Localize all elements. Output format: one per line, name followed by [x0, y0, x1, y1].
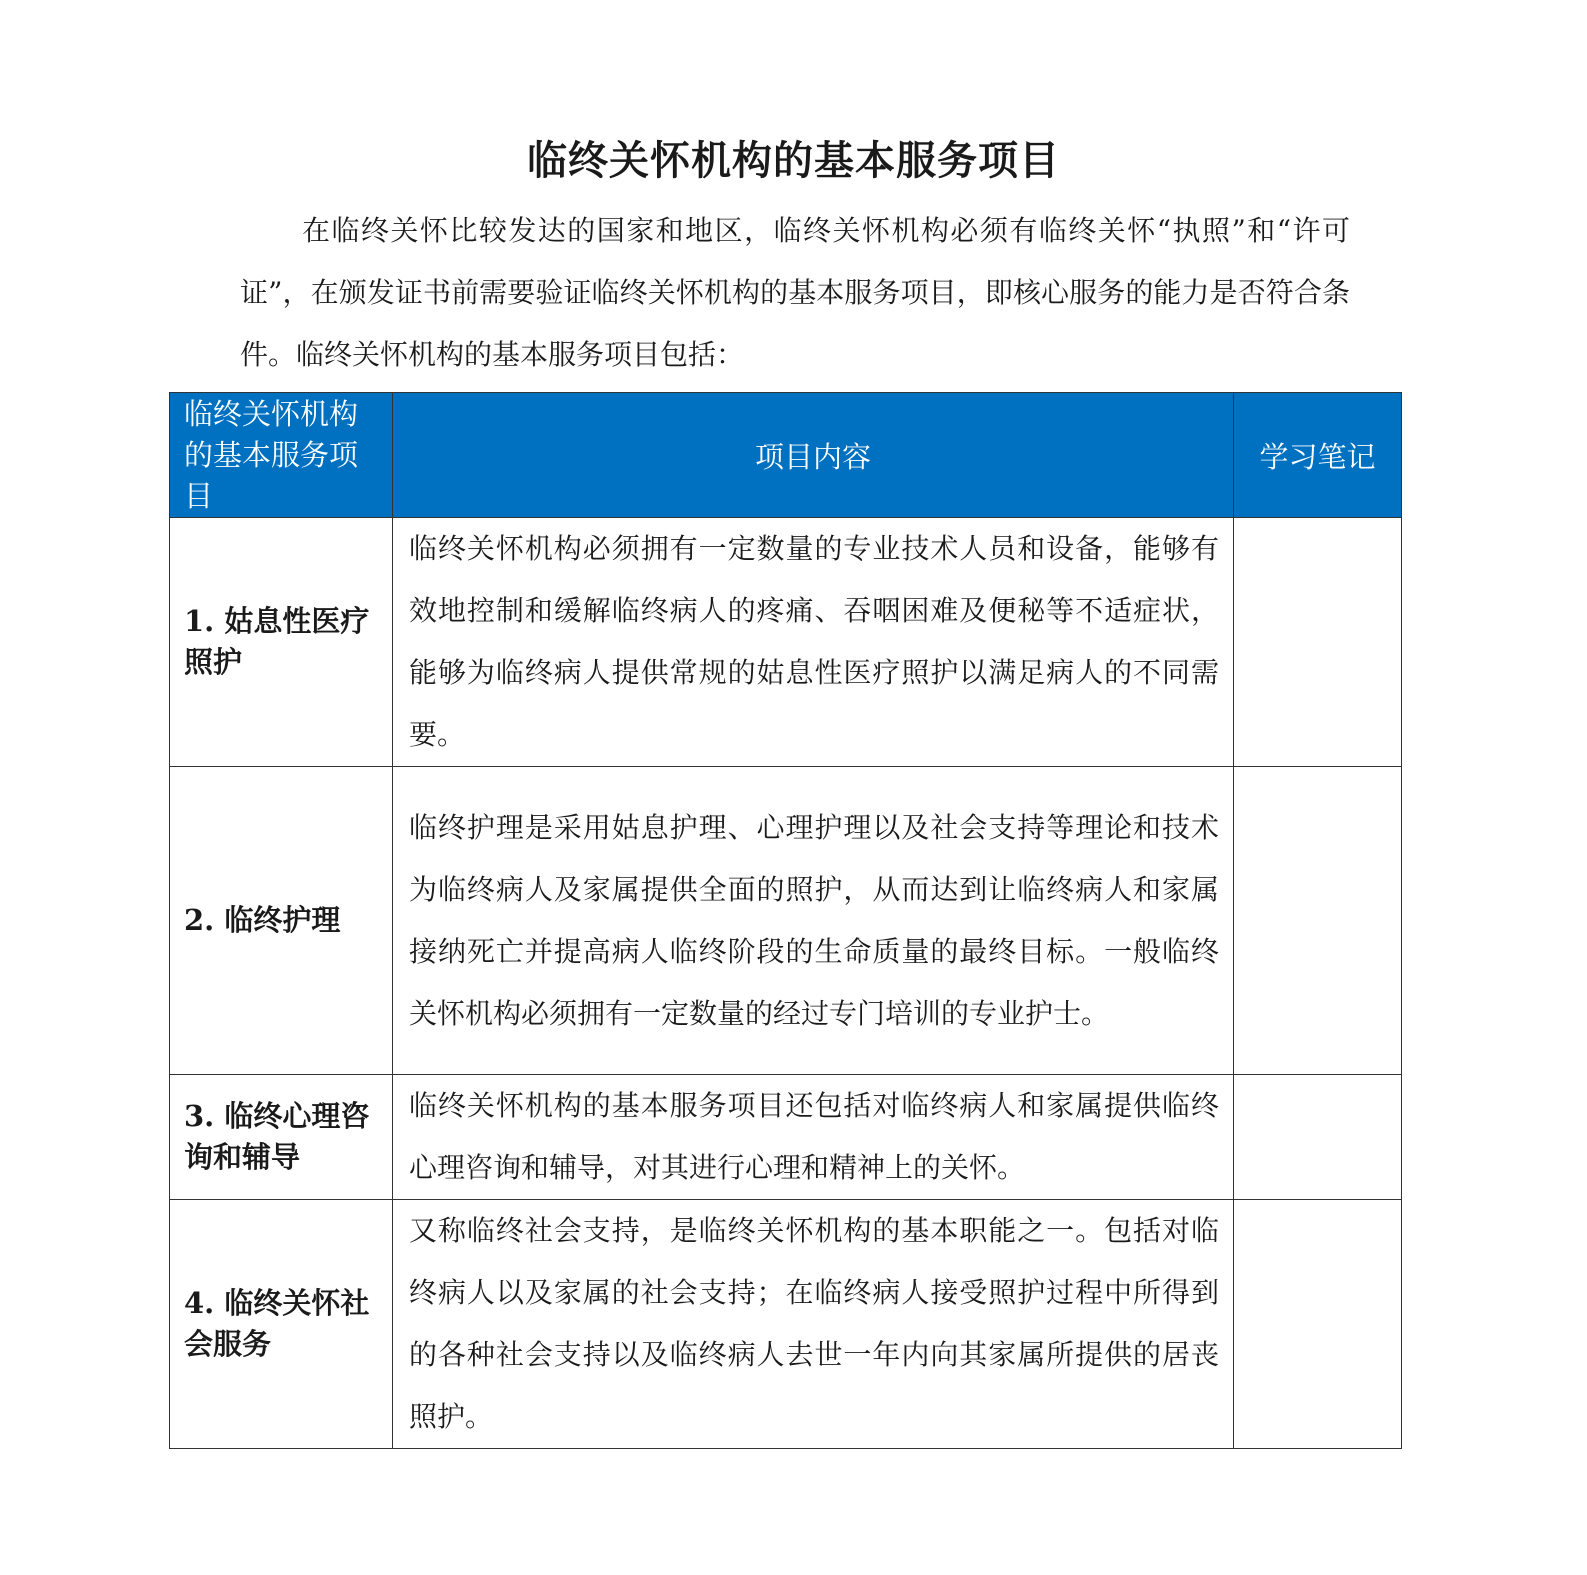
service-item-cell: 1. 姑息性医疗照护 [170, 518, 393, 767]
table-row [170, 1075, 1402, 1200]
services-table [169, 392, 1402, 1449]
notes-cell[interactable] [1234, 1075, 1402, 1200]
notes-cell[interactable] [1234, 1200, 1402, 1449]
service-item-cell: 2. 临终护理 [170, 767, 393, 1075]
table-row [170, 767, 1402, 1075]
header-notes: 学习笔记 [1234, 393, 1402, 518]
content-cell: 又称临终社会支持，是临终关怀机构的基本职能之一。包括对临终病人以及家属的社会支持；在临终病人接受照护过程中所得到的各种社会支持以及临终病人去世一年内向其家属所提供的居丧照护。 [393, 1200, 1234, 1449]
notes-cell[interactable] [1234, 767, 1402, 1075]
notes-cell[interactable] [1234, 518, 1402, 767]
content-cell: 临终护理是采用姑息护理、心理护理以及社会支持等理论和技术为临终病人及家属提供全面的照护，从而达到让临终病人和家属接纳死亡并提高病人临终阶段的生命质量的最终目标。一般临终关怀机构必须拥有一定数量的经过专门培训的专业护士。 [393, 767, 1234, 1075]
service-item-cell: 3. 临终心理咨询和辅导 [170, 1075, 393, 1200]
content-cell: 临终关怀机构必须拥有一定数量的专业技术人员和设备，能够有效地控制和缓解临终病人的疼痛、吞咽困难及便秘等不适症状，能够为临终病人提供常规的姑息性医疗照护以满足病人的不同需要。 [393, 518, 1234, 767]
content-cell: 临终关怀机构的基本服务项目还包括对临终病人和家属提供临终心理咨询和辅导，对其进行心理和精神上的关怀。 [393, 1075, 1234, 1200]
header-service-item: 临终关怀机构的基本服务项目 [170, 393, 393, 518]
service-item-cell: 4. 临终关怀社会服务 [170, 1200, 393, 1449]
table-row [170, 1200, 1402, 1449]
page-title: 临终关怀机构的基本服务项目 [527, 136, 1060, 184]
intro-paragraph: 在临终关怀比较发达的国家和地区，临终关怀机构必须有临终关怀“执照”和“许可证”，在颁发证书前需要验证临终关怀机构的基本服务项目，即核心服务的能力是否符合条件。临终关怀机构的基本服务项目包括： [240, 214, 1350, 371]
header-content: 项目内容 [393, 393, 1234, 518]
table-row [170, 518, 1402, 767]
table-header-row [170, 393, 1402, 518]
